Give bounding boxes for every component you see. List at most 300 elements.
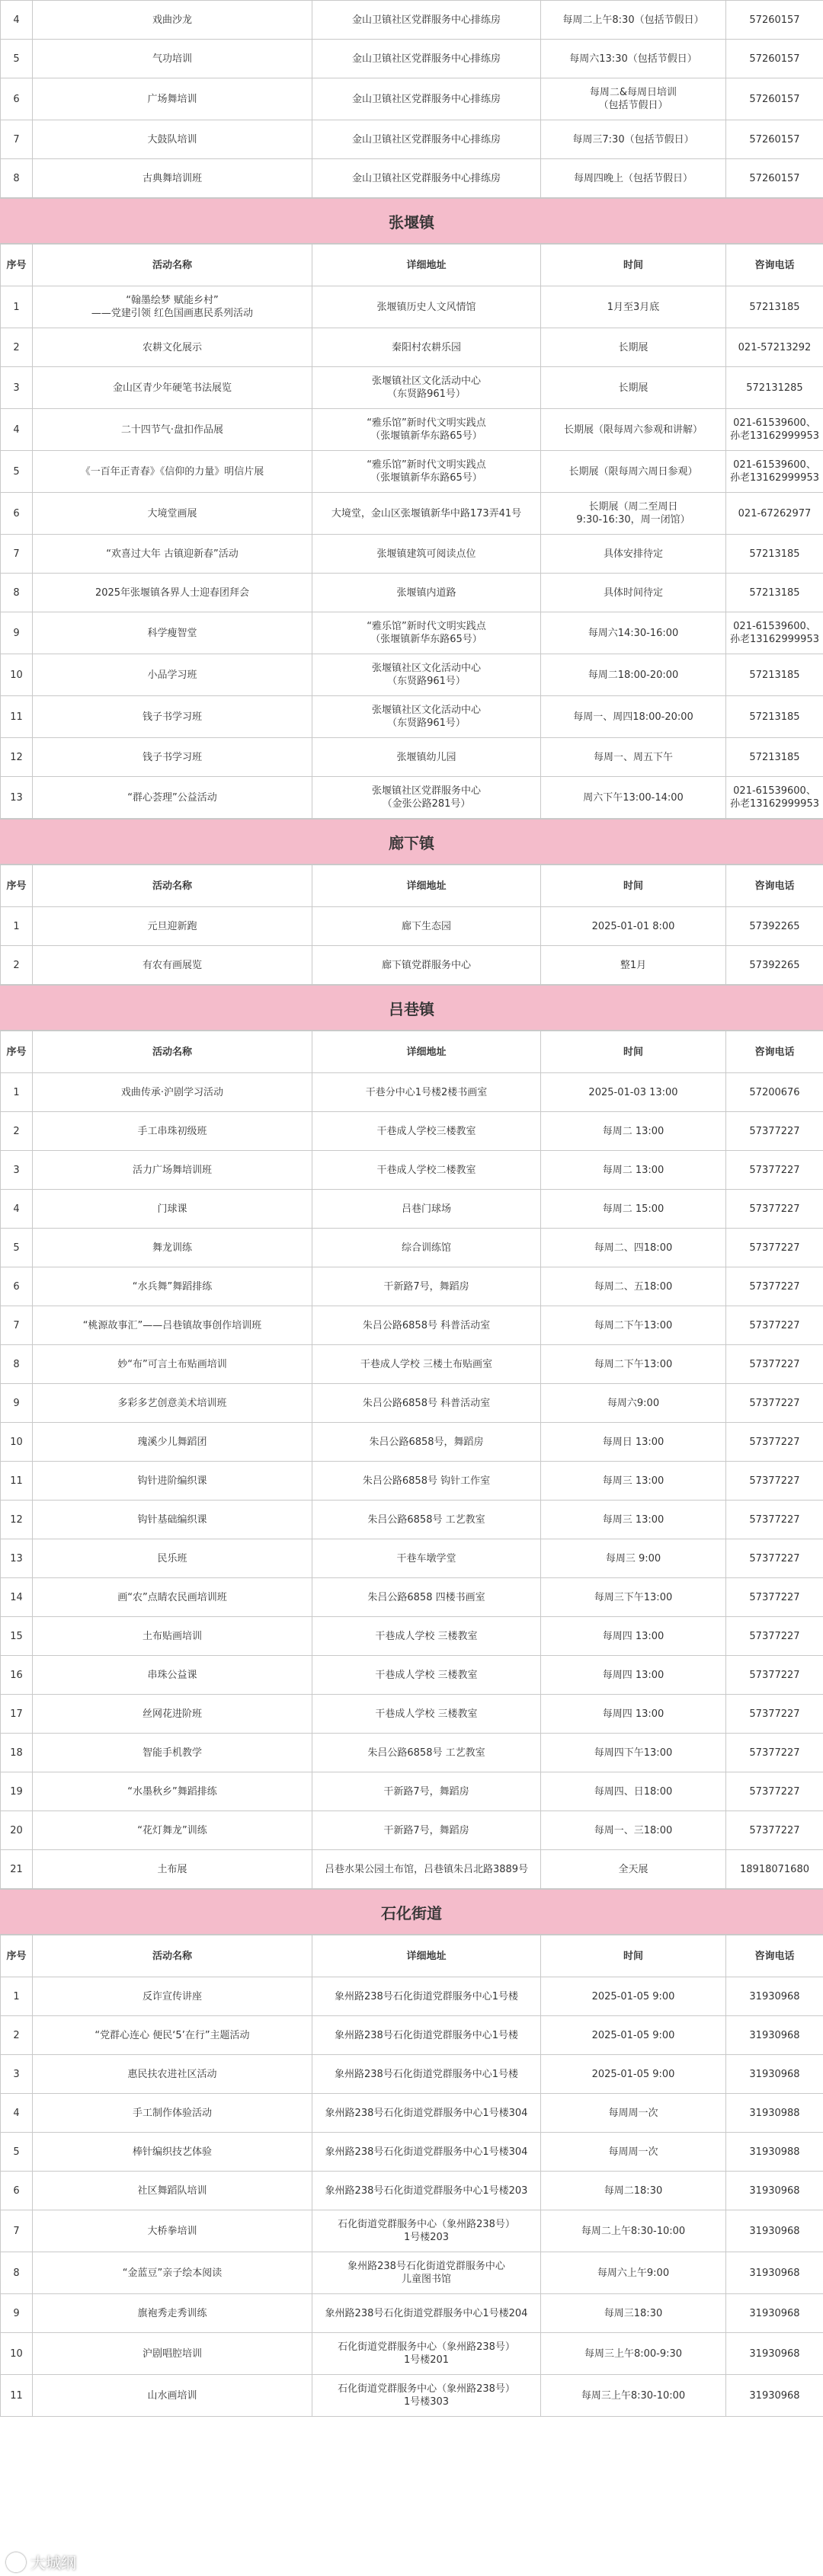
- table-row: [1, 451, 823, 493]
- table-row: [1, 367, 823, 409]
- cell-phone: 021-61539600、 孙老13162999953: [726, 409, 823, 451]
- cell-phone: 57213185: [726, 738, 823, 777]
- cell-phone: 31930968: [726, 2172, 823, 2210]
- table-row: [1, 535, 823, 574]
- cell-activity-name: 画“农”点睛农民画培训班: [33, 1578, 312, 1617]
- cell-row-number: 13: [1, 777, 33, 819]
- cell-address: 象州路238号石化街道党群服务中心1号楼304: [312, 2094, 541, 2133]
- cell-phone: 57377227: [726, 1423, 823, 1462]
- cell-phone: 31930988: [726, 2133, 823, 2172]
- cell-activity-name: 科学瘦智堂: [33, 612, 312, 654]
- cell-time: 每周二&每周日培训 （包括节假日）: [541, 78, 726, 120]
- table-row: [1, 409, 823, 451]
- table-row: [1, 1423, 823, 1462]
- table-row: [1, 2133, 823, 2172]
- table-row: [1, 1112, 823, 1151]
- cell-activity-name: 丝网花进阶班: [33, 1695, 312, 1734]
- header-phone: 咨询电话: [726, 1935, 823, 1977]
- table-row: [1, 1578, 823, 1617]
- table-header-row: [1, 865, 823, 907]
- cell-activity-name: 广场舞培训: [33, 78, 312, 120]
- cell-address: 朱吕公路6858号 科普活动室: [312, 1306, 541, 1345]
- cell-activity-name: 门球课: [33, 1190, 312, 1229]
- cell-activity-name: 民乐班: [33, 1539, 312, 1578]
- section-table: [0, 1031, 823, 1889]
- cell-row-number: 14: [1, 1578, 33, 1617]
- cell-phone: 57213185: [726, 654, 823, 696]
- cell-time: 具体时间待定: [541, 574, 726, 612]
- header-activity-name: 活动名称: [33, 1031, 312, 1073]
- table-row: [1, 1151, 823, 1190]
- cell-time: 长期展（限每周六周日参观）: [541, 451, 726, 493]
- cell-row-number: 3: [1, 2055, 33, 2094]
- cell-row-number: 9: [1, 1384, 33, 1423]
- header-activity-name: 活动名称: [33, 244, 312, 286]
- table-row: [1, 2375, 823, 2417]
- header-address: 详细地址: [312, 1031, 541, 1073]
- cell-activity-name: 社区舞蹈队培训: [33, 2172, 312, 2210]
- table-row: [1, 2210, 823, 2252]
- section-title: 张堰镇: [0, 198, 823, 244]
- cell-row-number: 3: [1, 367, 33, 409]
- table-row: [1, 493, 823, 535]
- cell-phone: 57377227: [726, 1229, 823, 1267]
- cell-row-number: 11: [1, 1462, 33, 1501]
- cell-time: 具体安排待定: [541, 535, 726, 574]
- cell-address: 金山卫镇社区党群服务中心排练房: [312, 120, 541, 159]
- cell-time: 每周四 13:00: [541, 1656, 726, 1695]
- cell-phone: 31930968: [726, 2210, 823, 2252]
- cell-address: 朱吕公路6858号，舞蹈房: [312, 1423, 541, 1462]
- cell-time: 每周二、五18:00: [541, 1267, 726, 1306]
- table-row: [1, 2016, 823, 2055]
- cell-phone: 57392265: [726, 946, 823, 985]
- cell-row-number: 19: [1, 1772, 33, 1811]
- cell-phone: 57377227: [726, 1267, 823, 1306]
- cell-time: 每周三 13:00: [541, 1462, 726, 1501]
- cell-time: 周六下午13:00-14:00: [541, 777, 726, 819]
- cell-activity-name: 旗袍秀走秀训练: [33, 2294, 312, 2333]
- header-row-number: 序号: [1, 1935, 33, 1977]
- cell-time: 每周周一次: [541, 2133, 726, 2172]
- cell-address: 干新路7号，舞蹈房: [312, 1811, 541, 1850]
- cell-row-number: 16: [1, 1656, 33, 1695]
- cell-phone: 57377227: [726, 1656, 823, 1695]
- cell-address: 吕巷水果公园土布馆，吕巷镇朱吕北路3889号: [312, 1850, 541, 1889]
- cell-phone: 57260157: [726, 159, 823, 198]
- cell-address: 朱吕公路6858号 钩针工作室: [312, 1462, 541, 1501]
- cell-activity-name: 大桥拳培训: [33, 2210, 312, 2252]
- cell-address: 金山卫镇社区党群服务中心排练房: [312, 1, 541, 40]
- cell-time: 每周六14:30-16:00: [541, 612, 726, 654]
- cell-time: 每周三 9:00: [541, 1539, 726, 1578]
- cell-activity-name: 钩针进阶编织课: [33, 1462, 312, 1501]
- cell-phone: 57377227: [726, 1811, 823, 1850]
- cell-address: “雅乐馆”新时代文明实践点 （张堰镇新华东路65号）: [312, 612, 541, 654]
- section-title: 吕巷镇: [0, 985, 823, 1031]
- section-title: 石化街道: [0, 1889, 823, 1935]
- cell-time: 每周二、四18:00: [541, 1229, 726, 1267]
- table-row: [1, 2172, 823, 2210]
- section-title: 廊下镇: [0, 819, 823, 865]
- cell-time: 每周二下午13:00: [541, 1345, 726, 1384]
- cell-row-number: 9: [1, 612, 33, 654]
- cell-activity-name: 气功培训: [33, 40, 312, 78]
- header-time: 时间: [541, 1935, 726, 1977]
- header-phone: 咨询电话: [726, 865, 823, 907]
- header-time: 时间: [541, 865, 726, 907]
- cell-address: 张堰镇社区文化活动中心 （东贤路961号）: [312, 696, 541, 738]
- cell-address: 干巷成人学校 三楼教室: [312, 1656, 541, 1695]
- table-row: [1, 612, 823, 654]
- cell-address: 综合训练馆: [312, 1229, 541, 1267]
- cell-time: 每周二上午8:30-10:00: [541, 2210, 726, 2252]
- table-row: [1, 1734, 823, 1772]
- cell-row-number: 5: [1, 451, 33, 493]
- cell-phone: 57377227: [726, 1190, 823, 1229]
- cell-phone: 57377227: [726, 1384, 823, 1423]
- cell-address: 象州路238号石化街道党群服务中心1号楼: [312, 2055, 541, 2094]
- cell-address: 干巷成人学校 三楼教室: [312, 1617, 541, 1656]
- watermark-logo-icon: [6, 2552, 26, 2572]
- cell-row-number: 1: [1, 1977, 33, 2016]
- cell-address: 大境堂，金山区张堰镇新华中路173弄41号: [312, 493, 541, 535]
- table-row: [1, 1617, 823, 1656]
- cell-row-number: 6: [1, 493, 33, 535]
- cell-address: 干新路7号，舞蹈房: [312, 1772, 541, 1811]
- cell-row-number: 2: [1, 2016, 33, 2055]
- cell-row-number: 13: [1, 1539, 33, 1578]
- cell-time: 2025-01-03 13:00: [541, 1073, 726, 1112]
- table-row: [1, 1656, 823, 1695]
- cell-time: 每周一、周五下午: [541, 738, 726, 777]
- cell-activity-name: 大鼓队培训: [33, 120, 312, 159]
- cell-phone: 31930968: [726, 2294, 823, 2333]
- cell-address: 石化街道党群服务中心（象州路238号） 1号楼201: [312, 2333, 541, 2375]
- table-row: [1, 574, 823, 612]
- cell-phone: 31930988: [726, 2094, 823, 2133]
- cell-address: 秦阳村农耕乐园: [312, 328, 541, 367]
- cell-address: 朱吕公路6858号 工艺教室: [312, 1501, 541, 1539]
- table-row: [1, 1811, 823, 1850]
- cell-time: 2025-01-01 8:00: [541, 907, 726, 946]
- cell-activity-name: 山水画培训: [33, 2375, 312, 2417]
- cell-time: 每周二18:00-20:00: [541, 654, 726, 696]
- cell-address: 象州路238号石化街道党群服务中心 儿童图书馆: [312, 2252, 541, 2294]
- cell-address: 金山卫镇社区党群服务中心排练房: [312, 40, 541, 78]
- cell-phone: 57260157: [726, 40, 823, 78]
- cell-address: 廊下生态园: [312, 907, 541, 946]
- cell-address: 石化街道党群服务中心（象州路238号） 1号楼303: [312, 2375, 541, 2417]
- cell-phone: 18918071680: [726, 1850, 823, 1889]
- cell-activity-name: “翰墨绘梦 赋能乡村” ——党建引领 红色国画惠民系列活动: [33, 286, 312, 328]
- cell-time: 每周二 13:00: [541, 1112, 726, 1151]
- table-row: [1, 1695, 823, 1734]
- cell-phone: 57260157: [726, 1, 823, 40]
- cell-phone: 021-57213292: [726, 328, 823, 367]
- cell-phone: 57392265: [726, 907, 823, 946]
- header-activity-name: 活动名称: [33, 865, 312, 907]
- cell-time: 每周四下午13:00: [541, 1734, 726, 1772]
- cell-address: “雅乐馆”新时代文明实践点 （张堰镇新华东路65号）: [312, 451, 541, 493]
- cell-address: 廊下镇党群服务中心: [312, 946, 541, 985]
- watermark: [6, 2551, 76, 2573]
- cell-address: 朱吕公路6858 四楼书画室: [312, 1578, 541, 1617]
- cell-time: 每周四晚上（包括节假日）: [541, 159, 726, 198]
- table-row: [1, 1539, 823, 1578]
- cell-activity-name: 妙“布”可言土布贴画培训: [33, 1345, 312, 1384]
- cell-address: 张堰镇社区文化活动中心 （东贤路961号）: [312, 654, 541, 696]
- header-address: 详细地址: [312, 1935, 541, 1977]
- table-header-row: [1, 244, 823, 286]
- table-row: [1, 1229, 823, 1267]
- cell-time: 每周三上午8:30-10:00: [541, 2375, 726, 2417]
- cell-phone: 57213185: [726, 574, 823, 612]
- table-row: [1, 1850, 823, 1889]
- cell-phone: 57377227: [726, 1462, 823, 1501]
- cell-phone: 57377227: [726, 1617, 823, 1656]
- table-row: [1, 286, 823, 328]
- cell-phone: 57260157: [726, 120, 823, 159]
- cell-row-number: 10: [1, 1423, 33, 1462]
- cell-activity-name: “水兵舞”舞蹈排练: [33, 1267, 312, 1306]
- cell-address: 张堰镇历史人文风情馆: [312, 286, 541, 328]
- cell-activity-name: 古典舞培训班: [33, 159, 312, 198]
- cell-address: 干巷成人学校 三楼土布贴画室: [312, 1345, 541, 1384]
- cell-phone: 57377227: [726, 1306, 823, 1345]
- cell-address: 张堰镇社区文化活动中心 （东贤路961号）: [312, 367, 541, 409]
- cell-row-number: 4: [1, 1190, 33, 1229]
- cell-activity-name: 手工制作体验活动: [33, 2094, 312, 2133]
- watermark-text: 大城纲: [30, 2554, 76, 2572]
- cell-activity-name: 土布展: [33, 1850, 312, 1889]
- cell-time: 每周日 13:00: [541, 1423, 726, 1462]
- cell-activity-name: 有农有画展览: [33, 946, 312, 985]
- cell-time: 每周四 13:00: [541, 1617, 726, 1656]
- cell-activity-name: 瑰溪少儿舞蹈团: [33, 1423, 312, 1462]
- cell-activity-name: 戏曲传承·沪剧学习活动: [33, 1073, 312, 1112]
- cell-row-number: 1: [1, 1073, 33, 1112]
- header-phone: 咨询电话: [726, 244, 823, 286]
- cell-phone: 57260157: [726, 78, 823, 120]
- cell-phone: 31930968: [726, 2252, 823, 2294]
- cell-time: 每周四 13:00: [541, 1695, 726, 1734]
- cell-activity-name: 元旦迎新跑: [33, 907, 312, 946]
- cell-address: 象州路238号石化街道党群服务中心1号楼203: [312, 2172, 541, 2210]
- cell-address: 张堰镇内道路: [312, 574, 541, 612]
- table-row: [1, 1, 823, 40]
- cell-time: 每周四、日18:00: [541, 1772, 726, 1811]
- cell-time: 每周三18:30: [541, 2294, 726, 2333]
- section-table: [0, 1935, 823, 2417]
- cell-activity-name: “桃源故事汇”——吕巷镇故事创作培训班: [33, 1306, 312, 1345]
- table-jinshanwei-continued: [0, 0, 823, 198]
- cell-phone: 021-67262977: [726, 493, 823, 535]
- cell-row-number: 10: [1, 654, 33, 696]
- cell-activity-name: 手工串珠初级班: [33, 1112, 312, 1151]
- cell-row-number: 3: [1, 1151, 33, 1190]
- cell-row-number: 5: [1, 1229, 33, 1267]
- cell-phone: 57377227: [726, 1578, 823, 1617]
- cell-row-number: 12: [1, 1501, 33, 1539]
- cell-address: 金山卫镇社区党群服务中心排练房: [312, 78, 541, 120]
- cell-row-number: 7: [1, 2210, 33, 2252]
- cell-time: 1月至3月底: [541, 286, 726, 328]
- cell-address: 象州路238号石化街道党群服务中心1号楼204: [312, 2294, 541, 2333]
- cell-row-number: 2: [1, 946, 33, 985]
- cell-row-number: 10: [1, 2333, 33, 2375]
- table-row: [1, 328, 823, 367]
- cell-row-number: 6: [1, 2172, 33, 2210]
- cell-time: 长期展: [541, 328, 726, 367]
- cell-row-number: 1: [1, 286, 33, 328]
- cell-address: 朱吕公路6858号 科普活动室: [312, 1384, 541, 1423]
- cell-activity-name: 串珠公益课: [33, 1656, 312, 1695]
- cell-activity-name: 农耕文化展示: [33, 328, 312, 367]
- cell-activity-name: 棒针编织技艺体验: [33, 2133, 312, 2172]
- cell-phone: 31930968: [726, 1977, 823, 2016]
- cell-activity-name: 土布贴画培训: [33, 1617, 312, 1656]
- table-row: [1, 696, 823, 738]
- cell-address: 象州路238号石化街道党群服务中心1号楼: [312, 2016, 541, 2055]
- table-row: [1, 654, 823, 696]
- cell-phone: 57377227: [726, 1112, 823, 1151]
- cell-row-number: 11: [1, 696, 33, 738]
- cell-activity-name: “水墨秋乡”舞蹈排练: [33, 1772, 312, 1811]
- table-row: [1, 738, 823, 777]
- cell-address: 石化街道党群服务中心（象州路238号） 1号楼203: [312, 2210, 541, 2252]
- header-time: 时间: [541, 1031, 726, 1073]
- cell-row-number: 4: [1, 409, 33, 451]
- cell-phone: 57377227: [726, 1539, 823, 1578]
- table-row: [1, 1267, 823, 1306]
- cell-activity-name: 钱子书学习班: [33, 738, 312, 777]
- cell-row-number: 8: [1, 2252, 33, 2294]
- cell-time: 2025-01-05 9:00: [541, 1977, 726, 2016]
- header-row-number: 序号: [1, 865, 33, 907]
- table-row: [1, 1772, 823, 1811]
- cell-time: 全天展: [541, 1850, 726, 1889]
- cell-phone: 57377227: [726, 1734, 823, 1772]
- cell-time: 长期展: [541, 367, 726, 409]
- cell-address: 朱吕公路6858号 工艺教室: [312, 1734, 541, 1772]
- cell-row-number: 6: [1, 1267, 33, 1306]
- cell-row-number: 4: [1, 2094, 33, 2133]
- header-address: 详细地址: [312, 865, 541, 907]
- cell-activity-name: 戏曲沙龙: [33, 1, 312, 40]
- cell-address: 干新路7号，舞蹈房: [312, 1267, 541, 1306]
- cell-phone: 57377227: [726, 1345, 823, 1384]
- header-phone: 咨询电话: [726, 1031, 823, 1073]
- cell-row-number: 2: [1, 328, 33, 367]
- cell-activity-name: 2025年张堰镇各界人士迎春团拜会: [33, 574, 312, 612]
- table-row: [1, 907, 823, 946]
- cell-activity-name: “群心荟理”公益活动: [33, 777, 312, 819]
- cell-row-number: 20: [1, 1811, 33, 1850]
- cell-phone: 021-61539600、 孙老13162999953: [726, 777, 823, 819]
- cell-time: 每周二 15:00: [541, 1190, 726, 1229]
- table-header-row: [1, 1935, 823, 1977]
- cell-phone: 57213185: [726, 696, 823, 738]
- cell-phone: 021-61539600、 孙老13162999953: [726, 612, 823, 654]
- table-row: [1, 2252, 823, 2294]
- cell-time: 每周三下午13:00: [541, 1578, 726, 1617]
- table-header-row: [1, 1031, 823, 1073]
- header-activity-name: 活动名称: [33, 1935, 312, 1977]
- cell-address: 吕巷门球场: [312, 1190, 541, 1229]
- section-table: [0, 244, 823, 819]
- cell-row-number: 21: [1, 1850, 33, 1889]
- cell-address: 象州路238号石化街道党群服务中心1号楼304: [312, 2133, 541, 2172]
- cell-row-number: 4: [1, 1, 33, 40]
- cell-activity-name: 《一百年正青春》《信仰的力量》明信片展: [33, 451, 312, 493]
- cell-activity-name: 反诈宣传讲座: [33, 1977, 312, 2016]
- cell-phone: 57377227: [726, 1501, 823, 1539]
- cell-time: 每周一、三18:00: [541, 1811, 726, 1850]
- cell-row-number: 15: [1, 1617, 33, 1656]
- cell-phone: 31930968: [726, 2375, 823, 2417]
- cell-phone: 57377227: [726, 1695, 823, 1734]
- table-row: [1, 1462, 823, 1501]
- cell-phone: 57377227: [726, 1151, 823, 1190]
- cell-activity-name: 活力广场舞培训班: [33, 1151, 312, 1190]
- cell-time: 长期展（限每周六参观和讲解）: [541, 409, 726, 451]
- table-row: [1, 2094, 823, 2133]
- cell-time: 每周三7:30（包括节假日）: [541, 120, 726, 159]
- cell-row-number: 7: [1, 120, 33, 159]
- cell-address: “雅乐馆”新时代文明实践点 （张堰镇新华东路65号）: [312, 409, 541, 451]
- cell-activity-name: “金蓝豆”亲子绘本阅读: [33, 2252, 312, 2294]
- cell-row-number: 11: [1, 2375, 33, 2417]
- table-row: [1, 1073, 823, 1112]
- table-row: [1, 159, 823, 198]
- table-row: [1, 1501, 823, 1539]
- cell-time: 2025-01-05 9:00: [541, 2016, 726, 2055]
- table-row: [1, 1306, 823, 1345]
- cell-activity-name: “党群心连心 便民‘5’在行”主题活动: [33, 2016, 312, 2055]
- cell-phone: 572131285: [726, 367, 823, 409]
- table-row: [1, 120, 823, 159]
- cell-activity-name: 大境堂画展: [33, 493, 312, 535]
- cell-address: 金山卫镇社区党群服务中心排练房: [312, 159, 541, 198]
- cell-activity-name: 沪剧唱腔培训: [33, 2333, 312, 2375]
- cell-phone: 31930968: [726, 2055, 823, 2094]
- cell-time: 长期展（周二至周日 9:30-16:30，周一闭馆）: [541, 493, 726, 535]
- cell-phone: 57377227: [726, 1772, 823, 1811]
- cell-activity-name: 舞龙训练: [33, 1229, 312, 1267]
- cell-time: 2025-01-05 9:00: [541, 2055, 726, 2094]
- table-row: [1, 1384, 823, 1423]
- cell-time: 每周六13:30（包括节假日）: [541, 40, 726, 78]
- cell-activity-name: 小品学习班: [33, 654, 312, 696]
- cell-address: 干巷车墩学堂: [312, 1539, 541, 1578]
- cell-time: 每周二 13:00: [541, 1151, 726, 1190]
- table-row: [1, 1345, 823, 1384]
- header-address: 详细地址: [312, 244, 541, 286]
- table-row: [1, 1977, 823, 2016]
- cell-activity-name: 多彩多艺创意美术培训班: [33, 1384, 312, 1423]
- cell-address: 干巷成人学校 三楼教室: [312, 1695, 541, 1734]
- table-row: [1, 2055, 823, 2094]
- cell-row-number: 8: [1, 574, 33, 612]
- table-row: [1, 2333, 823, 2375]
- cell-activity-name: 二十四节气·盘扣作品展: [33, 409, 312, 451]
- table-row: [1, 2294, 823, 2333]
- cell-time: 每周二18:30: [541, 2172, 726, 2210]
- cell-activity-name: 惠民扶农进社区活动: [33, 2055, 312, 2094]
- table-row: [1, 946, 823, 985]
- cell-row-number: 18: [1, 1734, 33, 1772]
